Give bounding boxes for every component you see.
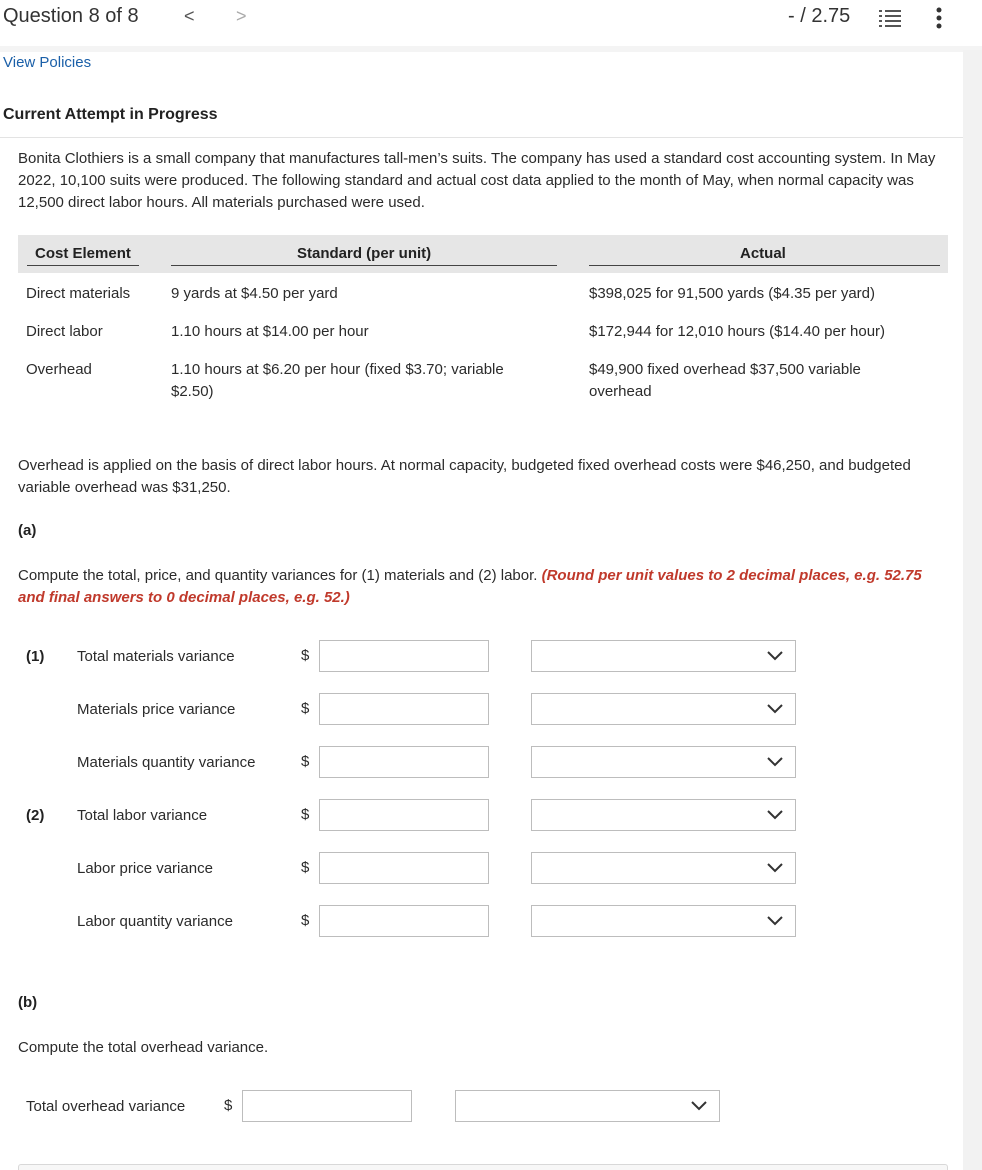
right-scroll-gutter: [963, 50, 982, 1170]
currency-symbol: $: [224, 1097, 233, 1114]
amount-input[interactable]: [319, 799, 489, 831]
table-cell-element: Overhead: [26, 361, 92, 378]
variance-type-select[interactable]: [531, 799, 796, 831]
chevron-down-icon: [767, 810, 783, 820]
variance-type-select[interactable]: [531, 693, 796, 725]
variance-type-select[interactable]: [531, 905, 796, 937]
next-question-button[interactable]: >: [236, 6, 247, 26]
chevron-down-icon: [767, 651, 783, 661]
part-a-instruction-text: Compute the total, price, and quantity variances for (1) materials and (2) labor.: [18, 567, 538, 584]
row-label: Total labor variance: [77, 807, 208, 824]
next-section-box: [18, 1164, 948, 1170]
table-cell-standard: 9 yards at $4.50 per yard: [171, 285, 338, 302]
col-header-actual: Actual: [740, 245, 786, 262]
variance-type-select[interactable]: [531, 852, 796, 884]
overhead-variance-type-select[interactable]: [455, 1090, 720, 1122]
chevron-down-icon: [767, 704, 783, 714]
chevron-down-icon: [767, 863, 783, 873]
currency-symbol: $: [301, 912, 310, 929]
prev-question-button[interactable]: <: [184, 6, 195, 26]
currency-symbol: $: [301, 753, 310, 770]
section-divider: [0, 137, 963, 138]
table-cell-actual: $49,900 fixed overhead $37,500 variable overhead: [589, 361, 861, 400]
problem-intro: Bonita Clothiers is a small company that manufactures tall-men’s suits. The company has used a standard cost accounting system. In May 2022, 10,100 suits were produced. The following standard and actual cost data applied to the month of May, when normal capacity was 12,500 direct labor hours. All materials purchased were used.: [18, 150, 936, 211]
top-bar: [0, 0, 982, 50]
chevron-down-icon: [767, 757, 783, 767]
amount-input[interactable]: [319, 746, 489, 778]
chevron-down-icon: [767, 916, 783, 926]
part-b-instruction: Compute the total overhead variance.: [18, 1039, 269, 1056]
col-underline-standard: [171, 265, 557, 266]
chevron-down-icon: [691, 1101, 707, 1111]
table-cell-element: Direct labor: [26, 323, 103, 340]
col-underline-element: [27, 265, 139, 266]
view-policies-link[interactable]: View Policies: [3, 54, 92, 71]
amount-input[interactable]: [319, 693, 489, 725]
table-cell-standard: 1.10 hours at $6.20 per hour (fixed $3.70; variable $2.50): [171, 361, 504, 400]
header-divider: [0, 46, 982, 52]
col-header-standard: Standard (per unit): [297, 245, 432, 262]
group-label-materials: (1): [26, 648, 45, 665]
overhead-amount-input[interactable]: [242, 1090, 412, 1122]
col-underline-actual: [589, 265, 940, 266]
question-list-icon[interactable]: [879, 8, 901, 28]
attempt-status: Current Attempt in Progress: [3, 106, 218, 123]
group-label-labor: (2): [26, 807, 45, 824]
currency-symbol: $: [301, 647, 310, 664]
row-label-overhead: Total overhead variance: [26, 1098, 186, 1115]
question-counter: Question 8 of 8: [3, 5, 139, 27]
part-a-label: (a): [18, 522, 37, 539]
row-label: Total materials variance: [77, 648, 235, 665]
amount-input[interactable]: [319, 640, 489, 672]
row-label: Labor price variance: [77, 860, 213, 877]
more-vertical-icon[interactable]: [936, 7, 942, 29]
part-a-instruction: [18, 565, 948, 609]
table-cell-actual: $172,944 for 12,010 hours ($14.40 per hour): [589, 323, 886, 340]
row-label: Labor quantity variance: [77, 913, 233, 930]
rounding-note: (Round per unit values to 2 decimal places, e.g. 52.75 and final answers to 0 decimal places, e.g. 52.): [18, 567, 922, 606]
table-cell-actual: $398,025 for 91,500 yards ($4.35 per yard): [589, 285, 876, 302]
table-cell-standard: 1.10 hours at $14.00 per hour: [171, 323, 369, 340]
row-label: Materials quantity variance: [77, 754, 256, 771]
currency-symbol: $: [301, 806, 310, 823]
overhead-note: Overhead is applied on the basis of direct labor hours. At normal capacity, budgeted fixed overhead costs were $46,250, and budgeted variable overhead was $31,250.: [18, 457, 911, 496]
cost-table-header: [18, 235, 948, 273]
variance-type-select[interactable]: [531, 746, 796, 778]
currency-symbol: $: [301, 859, 310, 876]
variance-type-select[interactable]: [531, 640, 796, 672]
part-b-label: (b): [18, 994, 38, 1011]
question-score: - / 2.75: [788, 5, 851, 27]
row-label: Materials price variance: [77, 701, 236, 718]
col-header-element: Cost Element: [35, 245, 131, 262]
currency-symbol: $: [301, 700, 310, 717]
amount-input[interactable]: [319, 852, 489, 884]
amount-input[interactable]: [319, 905, 489, 937]
table-cell-element: Direct materials: [26, 285, 131, 302]
